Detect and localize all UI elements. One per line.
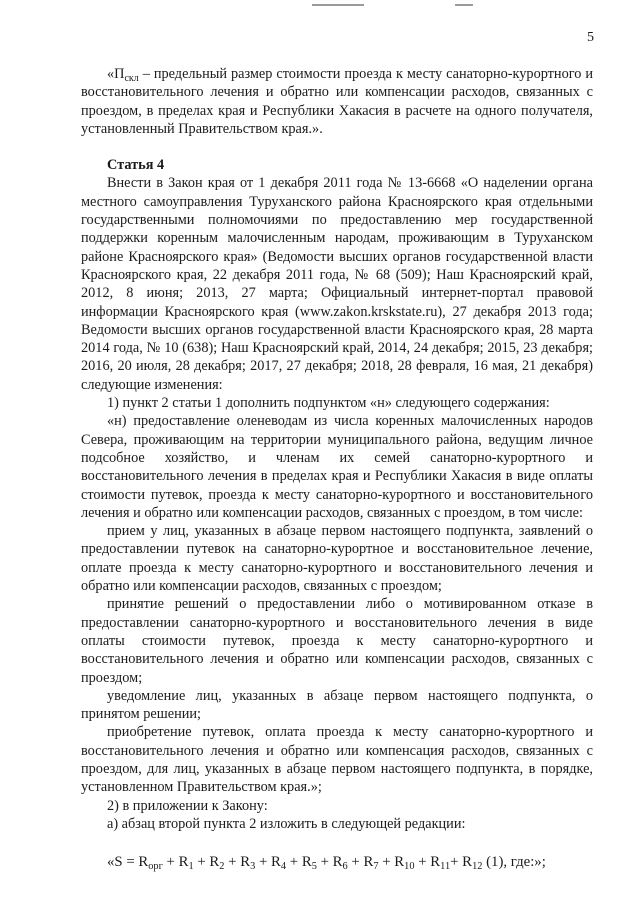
scan-artifact <box>312 4 364 6</box>
paragraph: 1) пункт 2 статьи 1 дополнить подпунктом «н» следующего содержания: <box>107 395 550 412</box>
paragraph-pskl-definition <box>81 65 593 138</box>
paragraph: принятие решений о предоставлении либо о мотивированном отказе в предоставлении санаторно-курортного и восстановительного лечения в виде оплаты стоимости путевок, проезда к месту санаторно-курортного и восстановительного лечения и обратно или компенсации расходов, связанных с проездом; <box>81 596 593 686</box>
document-body <box>81 65 593 871</box>
paragraph: Внести в Закон края от 1 декабря 2011 года № 13-6668 «О наделении органа местного самоуправления Туруханского района Красноярского края отдельными государственными полномочиями по предоставлению мер государственной поддержки коренным малочисленным народам, проживающим в Туруханском районе Красноярского края» (Ведомости высших органов государственной власти Красноярского края, 22 декабря 2011 года, № 68 (509); Наш Красноярский край, 2012, 8 июня; 2013, 27 марта; Официальный интернет-портал правовой информации Красноярского края (www.zakon.krskstate.ru), 27 декабря 2013 года; Ведомости высших органов государственной власти Красноярского края, 28 марта 2014 года, № 10 (638); Наш Красноярский край, 2014, 24 декабря; 2015, 23 декабря; 2016, 20 июля, 28 декабря; 2017, 27 декабря; 2018, 28 февраля, 16 мая, 21 декабря) следующие изменения: <box>81 175 593 393</box>
paragraph: приобретение путевок, оплата проезда к месту санаторно-курортного и восстановительного лечения и обратно или компенсация расходов, связанных с проездом, для лиц, указанных в абзаце первом настоящего подпункта, в порядке, установленном Правительством края.»; <box>81 724 593 796</box>
paragraph: 2) в приложении к Закону: <box>107 797 268 814</box>
paragraph: «н) предоставление оленеводам из числа коренных малочисленных народов Севера, проживающим на территории муниципального района, ведущим личное подсобное хозяйство, и членам их семей санаторно-курортного и восстановительного лечения в пределах края и Республики Хакасия в виде оплаты стоимости путевок, проезда к месту санаторно-курортного и восстановительного лечения и обратно или компенсации расходов, связанных с проездом, в том числе: <box>81 413 593 521</box>
formula: «$S = R_{орг} + R_1 + R_2 + R_3 + R_4 + R_5 + R_6 + R_7 + R_{10} + R_{11}+ R_{12}$ (1), где:»; <box>107 854 546 873</box>
subscript: скл <box>124 73 139 84</box>
paragraph: уведомление лиц, указанных в абзаце первом настоящего подпункта, о принятом решении; <box>81 687 593 723</box>
definition-text: – предельный размер стоимости проезда к месту санаторно-курортного и восстановительного лечения и обратно или компенсации расходов, связанных с проездом, в пределах края и Республики Хакасия в расчете на одного получателя, установленный Правительством края.». <box>81 66 593 137</box>
page-number: 5 <box>587 30 594 45</box>
paragraph: прием у лиц, указанных в абзаце первом настоящего подпункта, заявлений о предоставлении путевок на санаторно-курортное и восстановительное лечение, оплате проезда к месту санаторно-курортного и восстановительного лечения и обратно или компенсации расходов, связанных с проездом; <box>81 523 593 595</box>
scan-artifact <box>455 4 473 6</box>
article-heading: Статья 4 <box>107 157 165 174</box>
paragraph: а) абзац второй пункта 2 изложить в следующей редакции: <box>107 815 466 832</box>
symbol-p: «П <box>107 66 125 82</box>
